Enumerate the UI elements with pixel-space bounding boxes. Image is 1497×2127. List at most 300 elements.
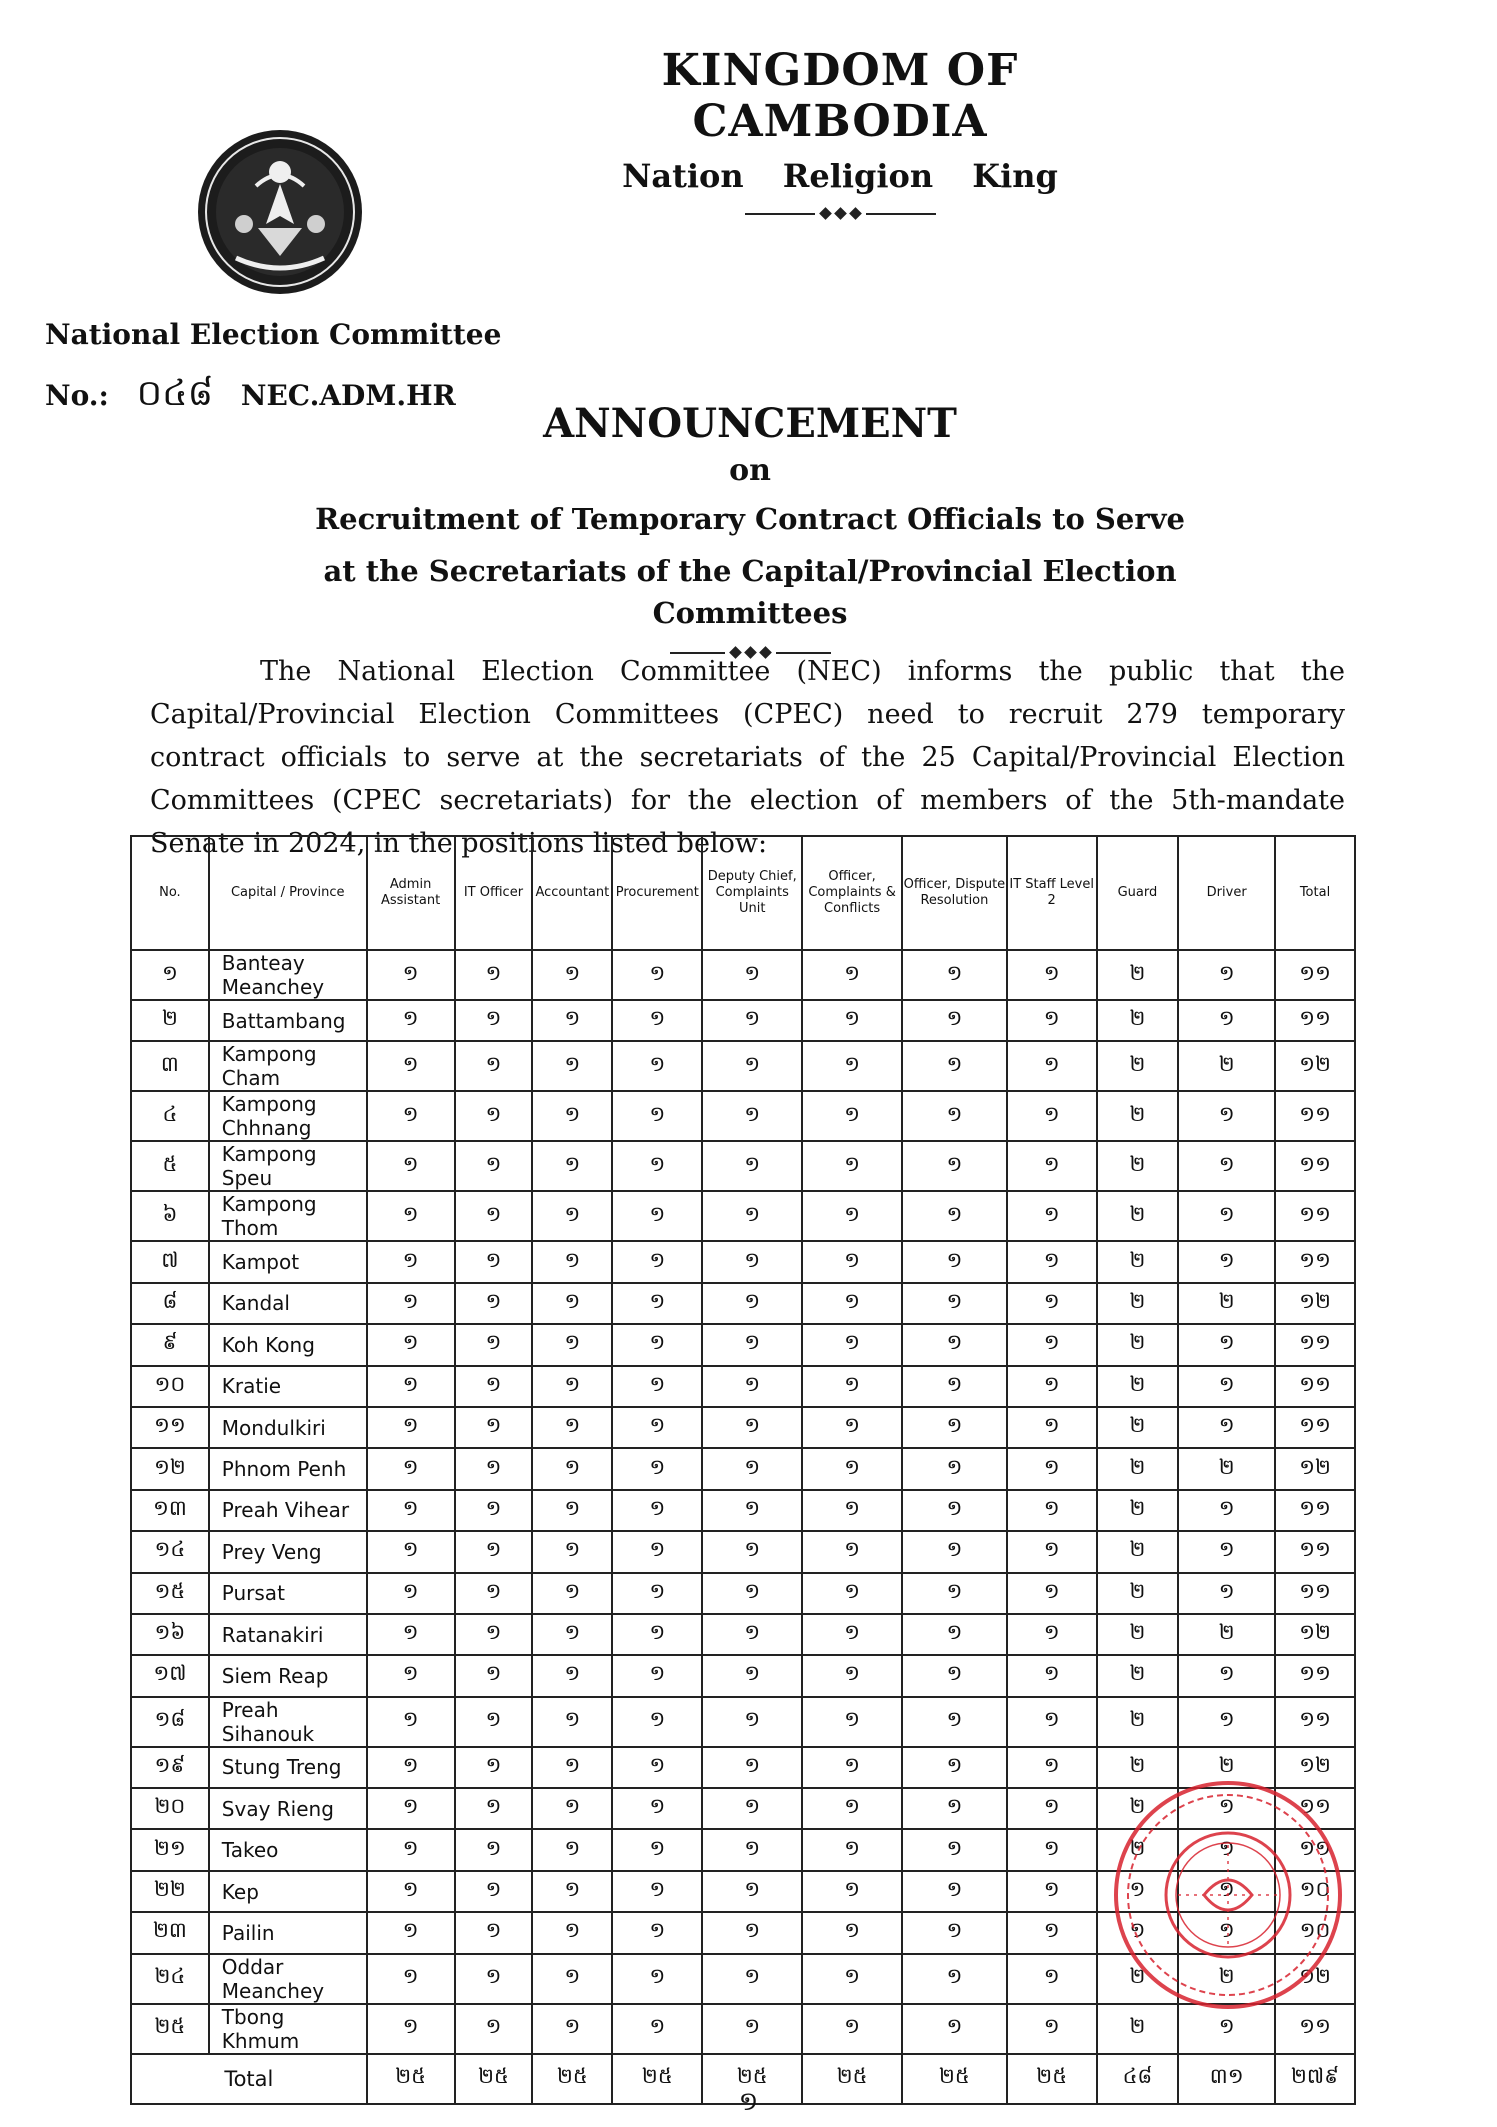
row-number: ១៤ [131, 1531, 209, 1572]
table-cell: ១១ [1275, 1531, 1355, 1572]
table-cell: ១ [455, 1191, 533, 1241]
column-header: Officer, Dispute Resolution [902, 836, 1007, 950]
table-cell: ១ [702, 1141, 802, 1191]
total-cell: ៤៨ [1097, 2054, 1179, 2104]
row-number: ១៨ [131, 1697, 209, 1747]
table-row [131, 1407, 1355, 1448]
table-cell: ១ [902, 1407, 1007, 1448]
total-cell: ២៥ [532, 2054, 612, 2104]
table-cell: ១ [1178, 1407, 1275, 1448]
table-cell: ២ [1178, 1954, 1275, 2004]
table-cell: ១១ [1275, 1091, 1355, 1141]
table-cell: ១ [455, 1041, 533, 1091]
table-cell: ១ [1007, 1573, 1097, 1614]
table-cell: ១ [702, 1531, 802, 1572]
table-cell: ១ [367, 1697, 455, 1747]
table-row [131, 1448, 1355, 1489]
table-cell: ១ [367, 1912, 455, 1953]
row-number: ១២ [131, 1448, 209, 1489]
table-cell: ១ [1007, 1954, 1097, 2004]
table-cell: ១ [455, 1954, 533, 2004]
notice-title: ANNOUNCEMENT [543, 400, 957, 447]
reference-number: ០៤៨ [136, 373, 214, 414]
table-cell: ១ [367, 1091, 455, 1141]
table-row [131, 1000, 1355, 1041]
table-cell: ១ [532, 1366, 612, 1407]
table-cell: ១ [1178, 1655, 1275, 1696]
table-cell: ២ [1178, 1448, 1275, 1489]
table-cell: ១ [1007, 2004, 1097, 2054]
province-name: Kampong Speu [209, 1141, 367, 1191]
table-cell: ១ [532, 2004, 612, 2054]
table-cell: ១ [532, 1241, 612, 1282]
table-cell: ១ [532, 1614, 612, 1655]
page-number: ១ [738, 2087, 759, 2117]
table-cell: ១ [612, 1747, 702, 1788]
table-cell: ១ [802, 1788, 902, 1829]
kingdom-title: KINGDOM OF CAMBODIA [661, 45, 1019, 147]
table-cell: ១ [702, 1614, 802, 1655]
table-cell: ១ [1007, 1829, 1097, 1870]
table-cell: ១ [702, 1324, 802, 1365]
table-cell: ២ [1097, 1747, 1179, 1788]
table-cell: ១ [1007, 1241, 1097, 1282]
table-cell: ១ [802, 1324, 902, 1365]
table-row [131, 1091, 1355, 1141]
row-number: ១០ [131, 1366, 209, 1407]
table-cell: ១ [1178, 1091, 1275, 1141]
table-cell: ១ [612, 1241, 702, 1282]
table-cell: ១ [802, 1283, 902, 1324]
table-cell: ២ [1097, 1788, 1179, 1829]
table-cell: ១ [455, 1448, 533, 1489]
table-cell: ១ [455, 1324, 533, 1365]
column-header: Admin Assistant [367, 836, 455, 950]
table-cell: ១ [367, 1041, 455, 1091]
table-cell: ១ [367, 1614, 455, 1655]
table-cell: ១ [532, 950, 612, 1000]
table-cell: ១ [532, 1573, 612, 1614]
table-cell: ១ [702, 1448, 802, 1489]
table-cell: ១ [367, 1747, 455, 1788]
column-header: Capital / Province [209, 836, 367, 950]
table-cell: ១០ [1275, 1871, 1355, 1912]
row-number: ៨ [131, 1283, 209, 1324]
table-cell: ២ [1097, 1091, 1179, 1141]
table-cell: ១ [902, 1041, 1007, 1091]
table-cell: ១ [1007, 1614, 1097, 1655]
total-cell: ២៥ [367, 2054, 455, 2104]
row-number: ១៩ [131, 1747, 209, 1788]
table-cell: ១ [702, 1871, 802, 1912]
table-cell: ១ [455, 1407, 533, 1448]
column-header: Officer, Complaints & Conflicts [802, 836, 902, 950]
table-cell: ១ [532, 1747, 612, 1788]
official-red-stamp [1108, 1775, 1348, 2015]
table-cell: ១ [532, 1191, 612, 1241]
table-cell: ២ [1097, 1241, 1179, 1282]
table-cell: ២ [1097, 1448, 1179, 1489]
notice-title-block [230, 400, 1270, 657]
table-cell: ១ [532, 1448, 612, 1489]
table-cell: ១ [612, 1954, 702, 2004]
province-name: Tbong Khmum [209, 2004, 367, 2054]
table-cell: ១ [902, 1747, 1007, 1788]
table-cell: ១ [1007, 1788, 1097, 1829]
province-name: Svay Rieng [209, 1788, 367, 1829]
table-cell: ១ [1007, 1490, 1097, 1531]
table-cell: ១ [455, 1912, 533, 1953]
table-cell: ១ [367, 1000, 455, 1041]
table-cell: ១ [802, 1366, 902, 1407]
table-cell: ១២ [1275, 1954, 1355, 2004]
table-cell: ១ [612, 1655, 702, 1696]
table-cell: ១ [1007, 1000, 1097, 1041]
table-cell: ១ [802, 1954, 902, 2004]
notice-subject-line-1: Recruitment of Temporary Contract Officials to Serve [315, 502, 1185, 536]
table-cell: ១ [802, 2004, 902, 2054]
table-row [131, 1573, 1355, 1614]
column-header: Deputy Chief, Complaints Unit [702, 836, 802, 950]
table-cell: ១ [802, 1041, 902, 1091]
table-cell: ១ [902, 1573, 1007, 1614]
province-name: Siem Reap [209, 1655, 367, 1696]
total-cell: ២៥ [612, 2054, 702, 2104]
table-cell: ២ [1097, 1697, 1179, 1747]
table-cell: ១ [802, 1614, 902, 1655]
table-row [131, 950, 1355, 1000]
table-cell: ១ [612, 1829, 702, 1870]
row-number: ២៤ [131, 1954, 209, 2004]
table-cell: ១១ [1275, 1241, 1355, 1282]
row-number: ២៥ [131, 2004, 209, 2054]
table-cell: ១ [367, 1141, 455, 1191]
table-cell: ១ [902, 1141, 1007, 1191]
province-name: Banteay Meanchey [209, 950, 367, 1000]
notice-on: on [729, 453, 771, 488]
row-number: ៦ [131, 1191, 209, 1241]
table-cell: ១ [367, 2004, 455, 2054]
table-cell: ១ [802, 1871, 902, 1912]
table-cell: ១ [455, 2004, 533, 2054]
row-number: ១៦ [131, 1614, 209, 1655]
table-row [131, 1241, 1355, 1282]
row-number: ១ [131, 950, 209, 1000]
table-cell: ១ [802, 1573, 902, 1614]
table-cell: ១ [612, 1912, 702, 1953]
table-cell: ១ [455, 1091, 533, 1141]
table-cell: ១ [1007, 1283, 1097, 1324]
national-motto: Nation Religion King [622, 157, 1058, 195]
table-cell: ១ [802, 1191, 902, 1241]
table-cell: ១ [367, 1829, 455, 1870]
table-cell: ១ [802, 1490, 902, 1531]
column-header: Total [1275, 836, 1355, 950]
table-cell: ១ [367, 1871, 455, 1912]
column-header: Guard [1097, 836, 1179, 950]
table-cell: ១ [1007, 1366, 1097, 1407]
table-cell: ២ [1097, 1614, 1179, 1655]
table-cell: ១ [802, 1407, 902, 1448]
table-cell: ១ [612, 1324, 702, 1365]
column-header: IT Staff Level 2 [1007, 836, 1097, 950]
table-cell: ១ [1007, 950, 1097, 1000]
table-cell: ២ [1097, 1283, 1179, 1324]
table-cell: ១ [902, 1324, 1007, 1365]
row-number: ១៥ [131, 1573, 209, 1614]
table-cell: ១ [532, 1000, 612, 1041]
table-cell: ១ [902, 1241, 1007, 1282]
table-cell: ១ [367, 1366, 455, 1407]
table-row [131, 1531, 1355, 1572]
table-cell: ១ [1007, 1041, 1097, 1091]
table-cell: ១២ [1275, 1614, 1355, 1655]
table-cell: ១ [802, 1912, 902, 1953]
table-cell: ១ [902, 1697, 1007, 1747]
table-cell: ១ [702, 1490, 802, 1531]
province-name: Preah Vihear [209, 1490, 367, 1531]
table-cell: ១ [802, 950, 902, 1000]
table-cell: ១ [1178, 1871, 1275, 1912]
row-number: ២២ [131, 1871, 209, 1912]
table-cell: ១ [802, 1829, 902, 1870]
table-row [131, 1283, 1355, 1324]
table-cell: ១ [1007, 1655, 1097, 1696]
table-cell: ១ [802, 1091, 902, 1141]
table-cell: ១ [902, 1000, 1007, 1041]
table-cell: ១ [612, 1000, 702, 1041]
table-cell: ១១ [1275, 1829, 1355, 1870]
table-cell: ១ [702, 1954, 802, 2004]
table-cell: ១ [1178, 1141, 1275, 1191]
table-cell: ១ [367, 1324, 455, 1365]
table-header-row [131, 836, 1355, 950]
table-cell: ១ [702, 1407, 802, 1448]
table-cell: ១ [702, 1366, 802, 1407]
table-cell: ២ [1097, 950, 1179, 1000]
reference-label: No.: [45, 379, 109, 412]
header-ornament [560, 209, 1120, 218]
table-cell: ១ [1178, 1241, 1275, 1282]
table-cell: ១ [367, 1241, 455, 1282]
row-number: ១៧ [131, 1655, 209, 1696]
table-cell: ១ [1178, 1191, 1275, 1241]
total-cell: ៣១ [1178, 2054, 1275, 2104]
table-cell: ១ [455, 1788, 533, 1829]
table-cell: ១ [902, 2004, 1007, 2054]
table-cell: ១ [902, 1366, 1007, 1407]
province-name: Battambang [209, 1000, 367, 1041]
table-cell: ១ [532, 1655, 612, 1696]
table-cell: ១ [532, 1531, 612, 1572]
table-cell: ១ [702, 1697, 802, 1747]
table-cell: ១ [532, 1091, 612, 1141]
table-cell: ១ [532, 1283, 612, 1324]
table-cell: ២ [1097, 1954, 1179, 2004]
table-cell: ១ [1097, 1871, 1179, 1912]
table-cell: ១ [532, 1041, 612, 1091]
table-cell: ១ [455, 1614, 533, 1655]
table-cell: ១ [367, 1283, 455, 1324]
table-cell: ១ [802, 1241, 902, 1282]
row-number: ៥ [131, 1141, 209, 1191]
nec-emblem-seal [196, 128, 364, 296]
table-cell: ១ [532, 1141, 612, 1191]
table-cell: ១ [532, 1697, 612, 1747]
table-cell: ១ [455, 1000, 533, 1041]
total-cell: ២៥ [455, 2054, 533, 2104]
table-cell: ១ [702, 1191, 802, 1241]
table-cell: ២ [1178, 1614, 1275, 1655]
table-cell: ១ [802, 1655, 902, 1696]
table-cell: ១ [455, 1241, 533, 1282]
total-cell: ២៥ [902, 2054, 1007, 2104]
table-cell: ១ [532, 1324, 612, 1365]
table-cell: ១ [1007, 1407, 1097, 1448]
table-cell: ១ [532, 1912, 612, 1953]
table-cell: ១ [455, 1366, 533, 1407]
table-cell: ១ [532, 1490, 612, 1531]
table-cell: ១ [702, 1573, 802, 1614]
table-cell: ១ [702, 1091, 802, 1141]
province-name: Takeo [209, 1829, 367, 1870]
table-cell: ១២ [1275, 1041, 1355, 1091]
table-cell: ២ [1097, 1655, 1179, 1696]
table-cell: ១១ [1275, 1573, 1355, 1614]
row-number: ២៣ [131, 1912, 209, 1953]
table-cell: ១ [612, 1366, 702, 1407]
table-cell: ១១ [1275, 1490, 1355, 1531]
table-row [131, 1697, 1355, 1747]
table-row [131, 1655, 1355, 1696]
table-cell: ១ [702, 2004, 802, 2054]
table-row [131, 1490, 1355, 1531]
column-header: Procurement [612, 836, 702, 950]
table-cell: ១ [1178, 1324, 1275, 1365]
notice-subject-line-2: at the Secretariats of the Capital/Provincial Election Committees [323, 554, 1177, 630]
table-cell: ១ [902, 1912, 1007, 1953]
table-cell: ១ [1178, 1829, 1275, 1870]
table-cell: ១ [1178, 1531, 1275, 1572]
table-cell: ១ [1178, 1912, 1275, 1953]
table-cell: ១ [612, 1091, 702, 1141]
row-number: ១១ [131, 1407, 209, 1448]
row-number: ២១ [131, 1829, 209, 1870]
table-cell: ១២ [1275, 1747, 1355, 1788]
table-cell: ១ [455, 1829, 533, 1870]
table-cell: ១ [367, 1954, 455, 2004]
table-cell: ១ [1007, 1531, 1097, 1572]
column-header: Driver [1178, 836, 1275, 950]
province-name: Pailin [209, 1912, 367, 1953]
table-cell: ១ [612, 1531, 702, 1572]
table-cell: ១ [902, 1448, 1007, 1489]
table-cell: ១ [367, 1573, 455, 1614]
province-name: Ratanakiri [209, 1614, 367, 1655]
province-name: Kratie [209, 1366, 367, 1407]
table-cell: ១ [902, 1531, 1007, 1572]
table-row [131, 1324, 1355, 1365]
table-cell: ១ [802, 1448, 902, 1489]
table-cell: ១១ [1275, 950, 1355, 1000]
table-cell: ១ [1007, 1191, 1097, 1241]
table-cell: ១១ [1275, 1366, 1355, 1407]
announcement-body: The National Election Committee (NEC) informs the public that the Capital/Provincial Election Committees (CPEC) need to recruit 279 temporary contract officials to serve at the secretariats of the 25 Capital/Provincial Election Committees (CPEC secretariats) for the election of members of the 5th-mandate Senate in 2024, in the positions listed below: [150, 656, 1345, 859]
table-cell: ១ [455, 1747, 533, 1788]
table-cell: ២ [1097, 1000, 1179, 1041]
table-cell: ២ [1097, 1407, 1179, 1448]
table-cell: ១ [612, 1283, 702, 1324]
table-cell: ១ [702, 1041, 802, 1091]
table-cell: ១ [367, 1191, 455, 1241]
table-cell: ១១ [1275, 1324, 1355, 1365]
table-cell: ១ [455, 1141, 533, 1191]
table-cell: ១ [612, 1614, 702, 1655]
table-cell: ១ [612, 1490, 702, 1531]
row-number: ៤ [131, 1091, 209, 1141]
table-cell: ១ [802, 1141, 902, 1191]
table-cell: ២ [1178, 1747, 1275, 1788]
table-cell: ២ [1097, 2004, 1179, 2054]
table-cell: ១ [367, 1655, 455, 1696]
table-cell: ១ [1178, 1490, 1275, 1531]
province-name: Kandal [209, 1283, 367, 1324]
table-cell: ២ [1097, 1531, 1179, 1572]
table-cell: ១២ [1275, 1448, 1355, 1489]
table-cell: ២ [1097, 1041, 1179, 1091]
province-name: Mondulkiri [209, 1407, 367, 1448]
table-cell: ១ [1178, 1697, 1275, 1747]
table-cell: ១ [902, 1091, 1007, 1141]
table-cell: ១ [902, 1191, 1007, 1241]
table-cell: ១ [455, 1490, 533, 1531]
table-cell: ១ [612, 1573, 702, 1614]
table-cell: ២ [1097, 1366, 1179, 1407]
row-number: ២០ [131, 1788, 209, 1829]
table-cell: ១ [1178, 1000, 1275, 1041]
province-name: Pursat [209, 1573, 367, 1614]
table-cell: ១ [802, 1747, 902, 1788]
table-cell: ១ [902, 1655, 1007, 1696]
table-cell: ១ [612, 1191, 702, 1241]
table-cell: ១ [367, 1448, 455, 1489]
column-header: Accountant [532, 836, 612, 950]
table-cell: ១ [802, 1000, 902, 1041]
table-cell: ១ [1007, 1091, 1097, 1141]
table-cell: ១ [612, 1407, 702, 1448]
table-cell: ១ [902, 1871, 1007, 1912]
table-cell: ២ [1097, 1324, 1179, 1365]
province-name: Phnom Penh [209, 1448, 367, 1489]
table-cell: ១ [455, 1283, 533, 1324]
table-cell: ១ [532, 1407, 612, 1448]
table-cell: ១ [532, 1829, 612, 1870]
province-name: Preah Sihanouk [209, 1697, 367, 1747]
table-cell: ១ [802, 1531, 902, 1572]
table-cell: ១ [1007, 1747, 1097, 1788]
table-cell: ១ [367, 950, 455, 1000]
table-cell: ១ [612, 950, 702, 1000]
table-cell: ២ [1178, 1041, 1275, 1091]
table-row [131, 1191, 1355, 1241]
total-label: Total [131, 2054, 367, 2104]
column-header: No. [131, 836, 209, 950]
table-cell: ១ [612, 1871, 702, 1912]
table-cell: ១ [1097, 1912, 1179, 1953]
table-cell: ១ [455, 950, 533, 1000]
table-cell: ១ [902, 1490, 1007, 1531]
province-name: Kampong Chhnang [209, 1091, 367, 1141]
